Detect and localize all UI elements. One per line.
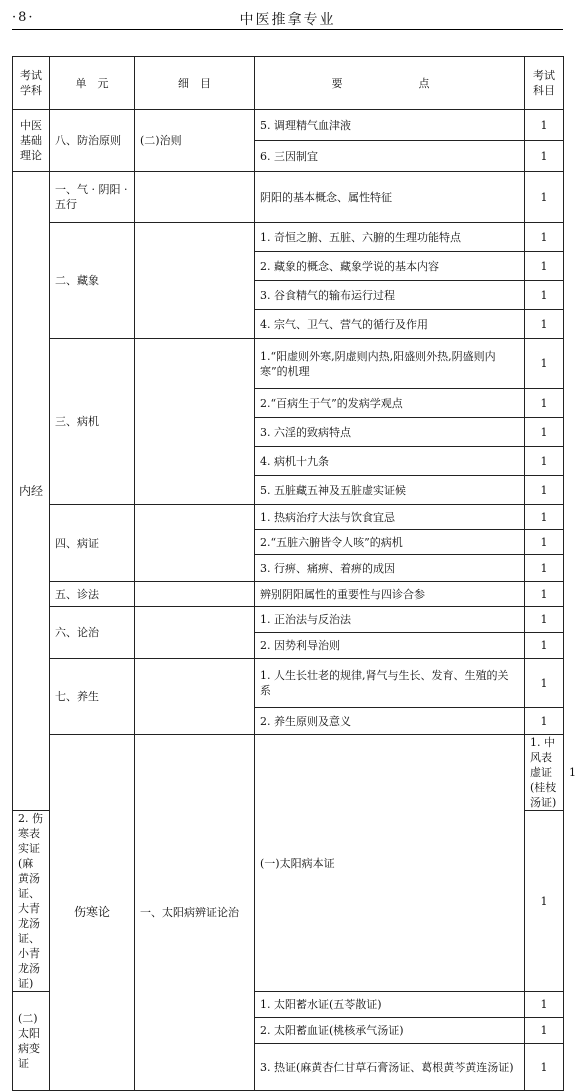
subject-cell: 内经 [13,172,50,811]
point-cell: 1. 正治法与反治法 [255,607,525,633]
table-row [13,505,564,530]
subject-cell: 伤寒论 [50,735,135,1091]
level-cell: 1 [525,339,564,389]
level-cell: 1 [525,281,564,310]
page-header [12,8,563,30]
point-cell: 2. 伤寒表实证(麻黄汤证、大青龙汤证、小青龙汤证) [13,811,50,992]
point-cell: 1. 热病治疗大法与饮食宜忌 [255,505,525,530]
point-cell: 2. 养生原则及意义 [255,708,525,735]
level-cell: 1 [525,223,564,252]
detail-cell [135,659,255,735]
table-row [13,339,564,389]
level-cell: 1 [525,447,564,476]
level-cell: 1 [525,110,564,141]
level-cell: 1 [525,992,564,1018]
level-cell: 1 [525,172,564,223]
level-cell: 1 [525,607,564,633]
subject-cell: 中医基础理论 [13,110,50,172]
point-cell: 3. 热证(麻黄杏仁甘草石膏汤证、葛根黄芩黄连汤证) [255,1044,525,1091]
point-cell: 2.“五脏六腑皆令人咳”的病机 [255,530,525,555]
table-row [13,582,564,607]
detail-cell [135,607,255,659]
header-rule [12,29,563,30]
unit-cell: 二、藏象 [50,223,135,339]
level-cell: 1 [525,252,564,281]
header-unit: 单 元 [50,57,135,110]
page-number: ·8· [12,10,35,25]
unit-cell: 四、病证 [50,505,135,582]
level-cell: 1 [525,310,564,339]
point-cell: 4. 病机十九条 [255,447,525,476]
header-subject: 考试学科 [13,57,50,110]
point-cell: 1. 太阳蓄水证(五苓散证) [255,992,525,1018]
level-cell: 1 [525,633,564,659]
level-cell: 1 [525,418,564,447]
header-detail: 细 目 [135,57,255,110]
point-cell: 2. 因势利导治则 [255,633,525,659]
detail-cell [135,339,255,505]
level-cell: 1 [525,555,564,582]
detail-cell [135,223,255,339]
level-cell: 1 [525,708,564,735]
level-cell: 1 [525,582,564,607]
unit-cell: 三、病机 [50,339,135,505]
unit-cell: 一、太阳病辨证论治 [135,735,255,1091]
page-title: 中医推拿专业 [239,12,336,28]
level-cell: 1 [525,476,564,505]
header-level: 考试科目 [525,57,564,110]
detail-cell: (二)太阳病变证 [13,992,50,1091]
point-cell: 1.“阳虚则外寒,阴虚则内热,阳盛则外热,阴盛则内寒”的机理 [255,339,525,389]
unit-cell: 七、养生 [50,659,135,735]
header-point: 要 点 [255,57,525,110]
level-cell: 1 [525,1018,564,1044]
detail-cell [135,582,255,607]
level-cell: 1 [525,1044,564,1091]
detail-cell [135,505,255,582]
point-cell: 6. 三因制宜 [255,141,525,172]
detail-cell [135,172,255,223]
point-cell: 3. 六淫的致病特点 [255,418,525,447]
level-cell: 1 [525,505,564,530]
table-row [13,607,564,633]
unit-cell: 五、诊法 [50,582,135,607]
point-cell: 阴阳的基本概念、属性特征 [255,172,525,223]
table-row [13,659,564,708]
point-cell: 4. 宗气、卫气、营气的循行及作用 [255,310,525,339]
point-cell: 1. 奇恒之腑、五脏、六腑的生理功能特点 [255,223,525,252]
detail-cell: (一)太阳病本证 [255,735,525,992]
unit-cell: 八、防治原则 [50,110,135,172]
point-cell: 2. 太阳蓄血证(桃核承气汤证) [255,1018,525,1044]
table-row [13,110,564,141]
table-header-row [13,57,564,110]
level-cell: 1 [525,659,564,708]
level-cell: 1 [525,530,564,555]
syllabus-table [12,56,576,1091]
unit-cell: 一、气 · 阴阳 · 五行 [50,172,135,223]
unit-cell: 六、论治 [50,607,135,659]
level-cell: 1 [525,389,564,418]
level-cell: 1 [525,811,564,992]
point-cell: 2.“百病生于气”的发病学观点 [255,389,525,418]
table-row: 伤寒论 一、太阳病辨证论治 (一)太阳病本证 1. 中风表虚证(桂枝汤证) 1 [13,735,564,811]
detail-cell: (二)治则 [135,110,255,172]
point-cell: 5. 五脏藏五神及五脏虚实证候 [255,476,525,505]
point-cell: 辨别阴阳属性的重要性与四诊合参 [255,582,525,607]
point-cell: 3. 谷食精气的输布运行过程 [255,281,525,310]
point-cell: 1. 中风表虚证(桂枝汤证) [525,735,564,811]
point-cell: 2. 藏象的概念、藏象学说的基本内容 [255,252,525,281]
point-cell: 1. 人生长壮老的规律,肾气与生长、发育、生殖的关系 [255,659,525,708]
point-cell: 3. 行痹、痛痹、着痹的成因 [255,555,525,582]
table-row [13,223,564,252]
level-cell: 1 [525,141,564,172]
point-cell: 5. 调理精气血津液 [255,110,525,141]
table-row [13,172,564,223]
